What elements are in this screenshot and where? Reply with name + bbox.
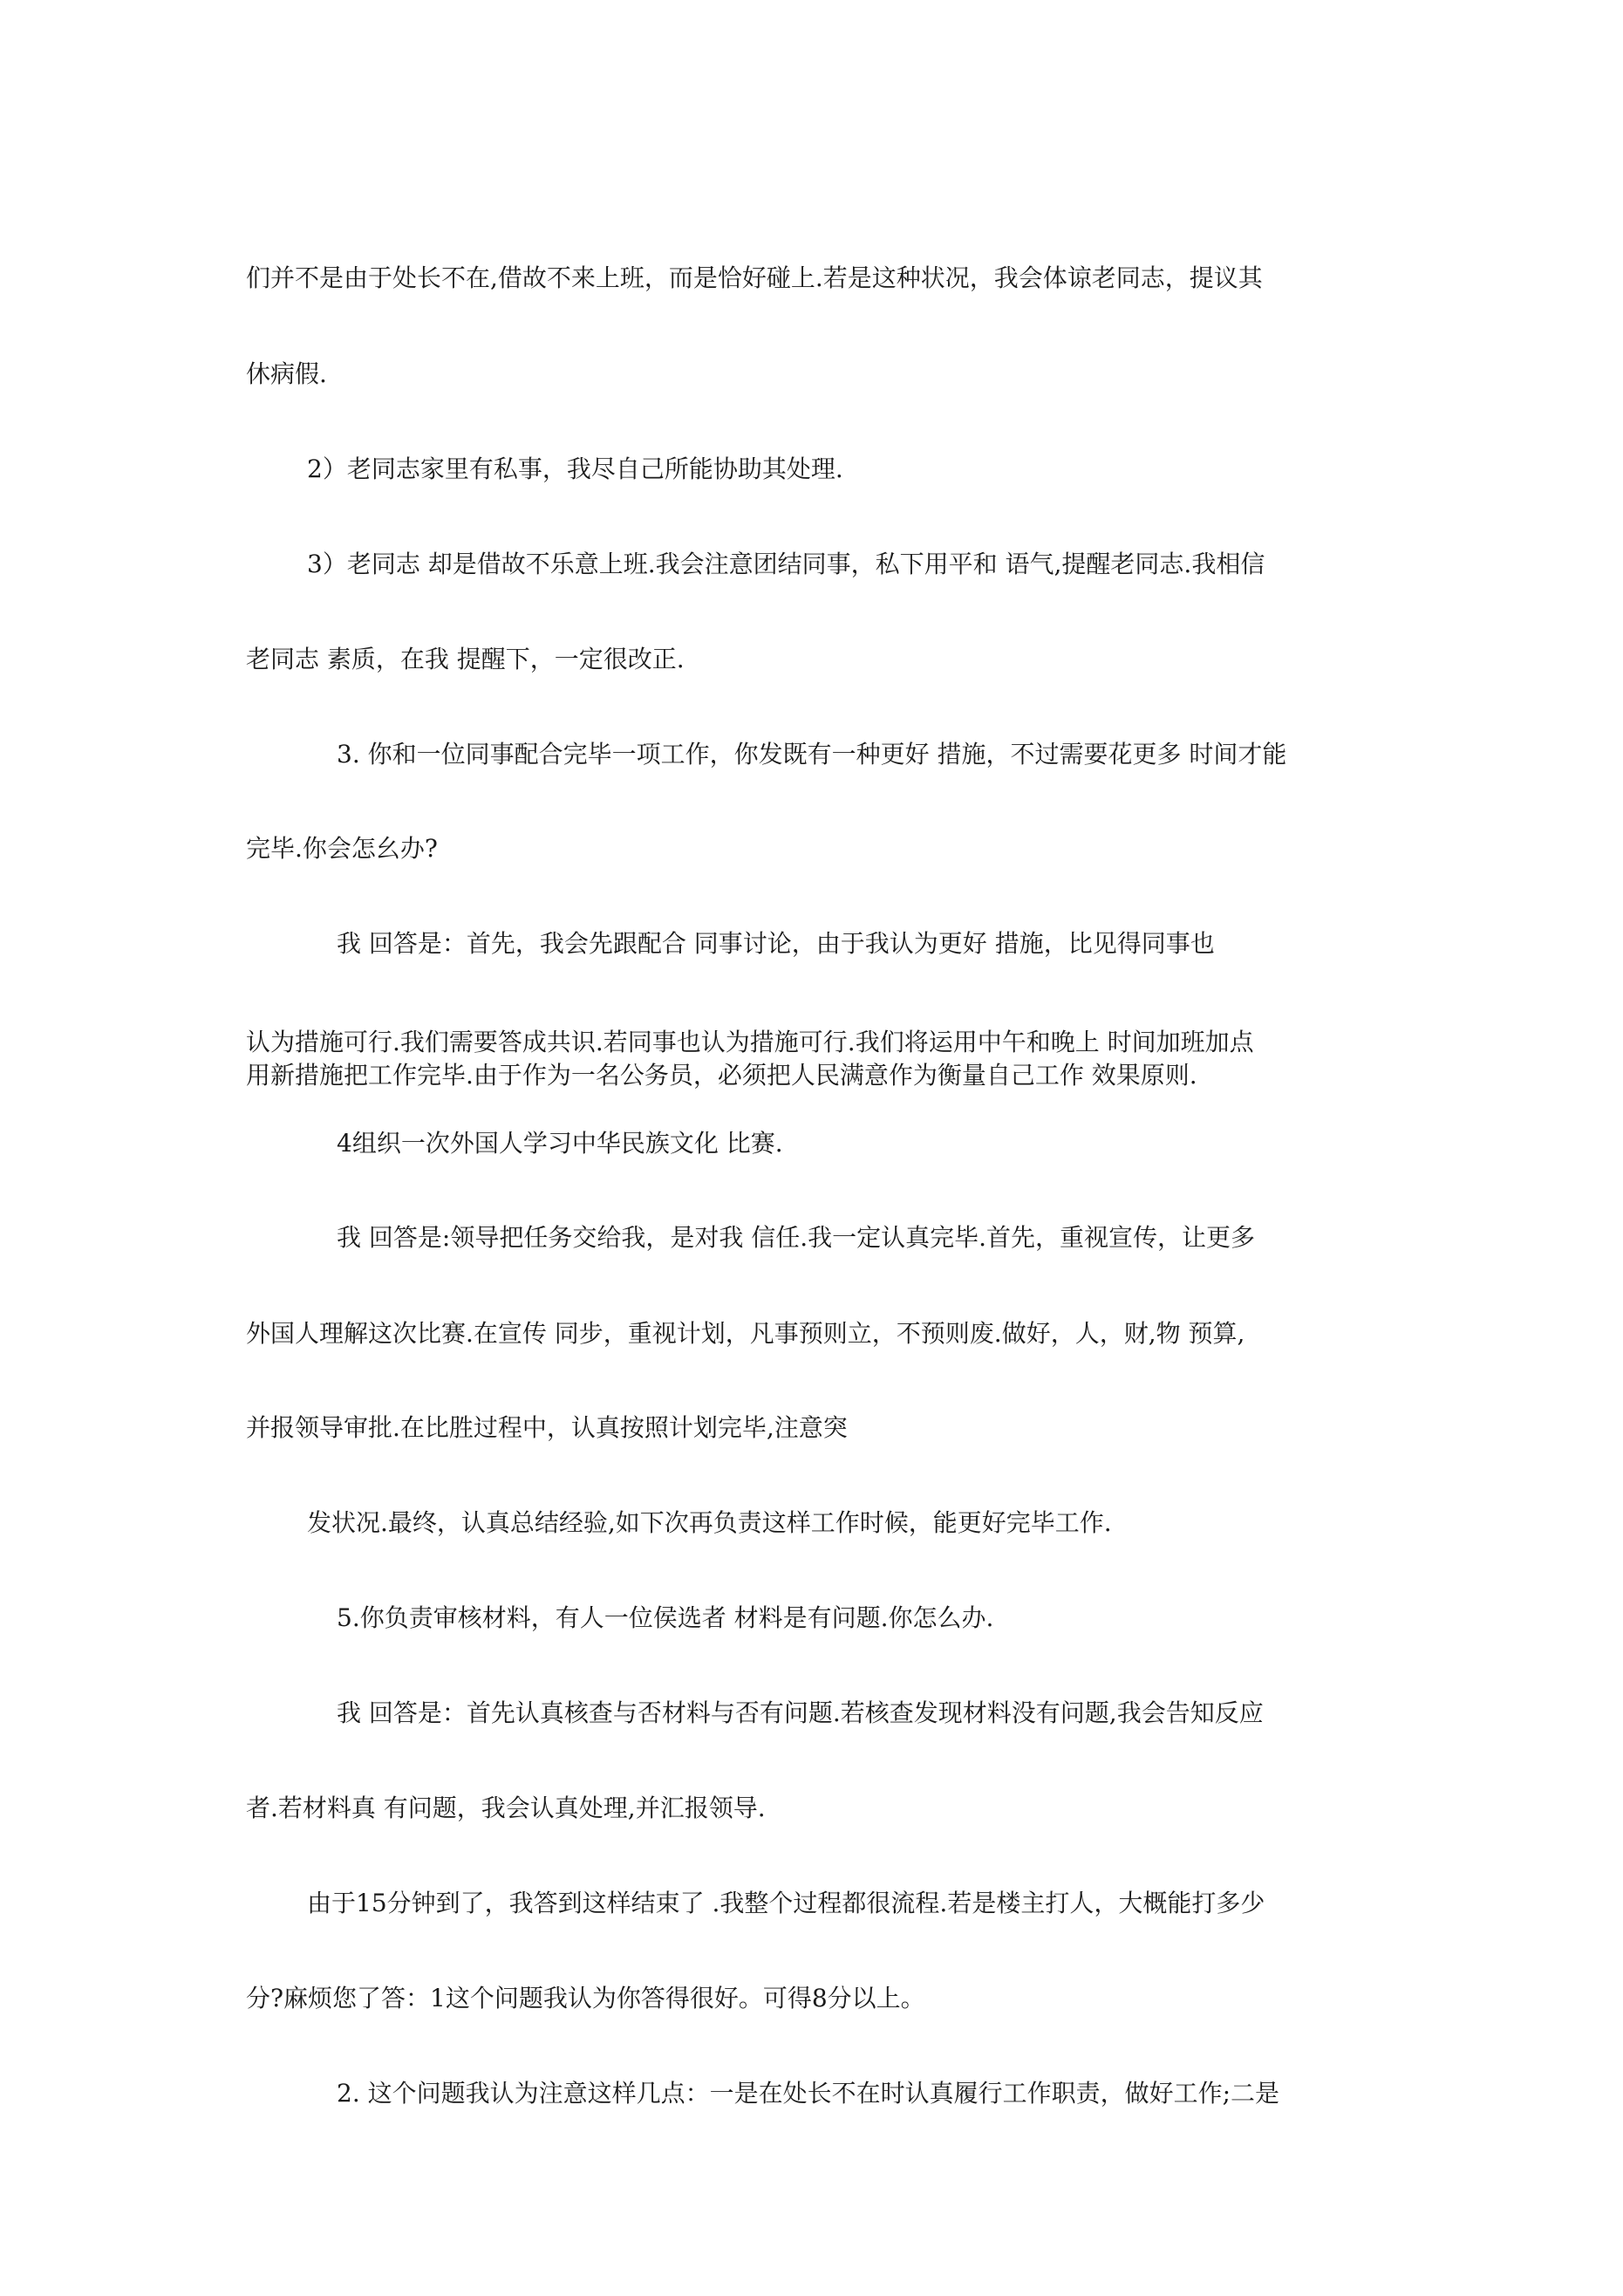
text-line-13: 外国人理解这次比赛.在宣传 同步，重视计划，凡事预则立，不预则废.做好，人，财,物 预算, bbox=[246, 1319, 1245, 1348]
text-line-17: 我 回答是：首先认真核查与否材料与否有问题.若核查发现材料没有问题,我会告知反应 bbox=[337, 1698, 1264, 1727]
text-line-20: 分?麻烦您了答：1这个问题我认为你答得很好。可得8分以上。 bbox=[246, 1984, 925, 2012]
text-line-5: 老同志 素质，在我 提醒下，一定很改正. bbox=[246, 645, 685, 673]
text-line-8: 我 回答是：首先，我会先跟配合 同事讨论，由于我认为更好 措施，比见得同事也 bbox=[337, 929, 1215, 958]
text-line-2: 休病假. bbox=[246, 359, 327, 388]
text-line-15: 发状况.最终，认真总结经验,如下次再负责这样工作时候，能更好完毕工作. bbox=[307, 1508, 1112, 1537]
text-line-10: 用新措施把工作完毕.由于作为一名公务员，必须把人民满意作为衡量自己工作 效果原则. bbox=[246, 1061, 1197, 1090]
text-line-11: 4组织一次外国人学习中华民族文化 比赛. bbox=[337, 1129, 783, 1158]
text-line-14: 并报领导审批.在比胜过程中，认真按照计划完毕,注意突 bbox=[246, 1413, 848, 1442]
text-line-4: 3）老同志 却是借故不乐意上班.我会注意团结同事，私下用平和 语气,提醒老同志.我相信 bbox=[307, 550, 1265, 578]
text-line-3: 2）老同志家里有私事，我尽自己所能协助其处理. bbox=[307, 454, 843, 483]
text-line-21: 2. 这个问题我认为注意这样几点：一是在处长不在时认真履行工作职责，做好工作;二是 bbox=[337, 2079, 1280, 2108]
text-line-19: 由于15分钟到了，我答到这样结束了 .我整个过程都很流程.若是楼主打人，大概能打多少 bbox=[307, 1889, 1265, 1917]
text-line-16: 5.你负责审核材料，有人一位侯选者 材料是有问题.你怎么办. bbox=[337, 1603, 994, 1632]
text-line-6: 3. 你和一位同事配合完毕一项工作，你发既有一种更好 措施，不过需要花更多 时间才能 bbox=[337, 740, 1287, 769]
text-line-1: 们并不是由于处长不在,借故不来上班，而是恰好碰上.若是这种状况，我会体谅老同志，提议其 bbox=[246, 263, 1263, 292]
text-line-18: 者.若材料真 有问题，我会认真处理,并汇报领导. bbox=[246, 1794, 766, 1822]
text-line-12: 我 回答是:领导把任务交给我，是对我 信任.我一定认真完毕.首先，重视宣传，让更多 bbox=[337, 1223, 1256, 1252]
text-line-7: 完毕.你会怎幺办? bbox=[246, 834, 438, 863]
text-line-9: 认为措施可行.我们需要答成共识.若同事也认为措施可行.我们将运用中午和晚上 时间加班加点 bbox=[246, 1028, 1254, 1056]
